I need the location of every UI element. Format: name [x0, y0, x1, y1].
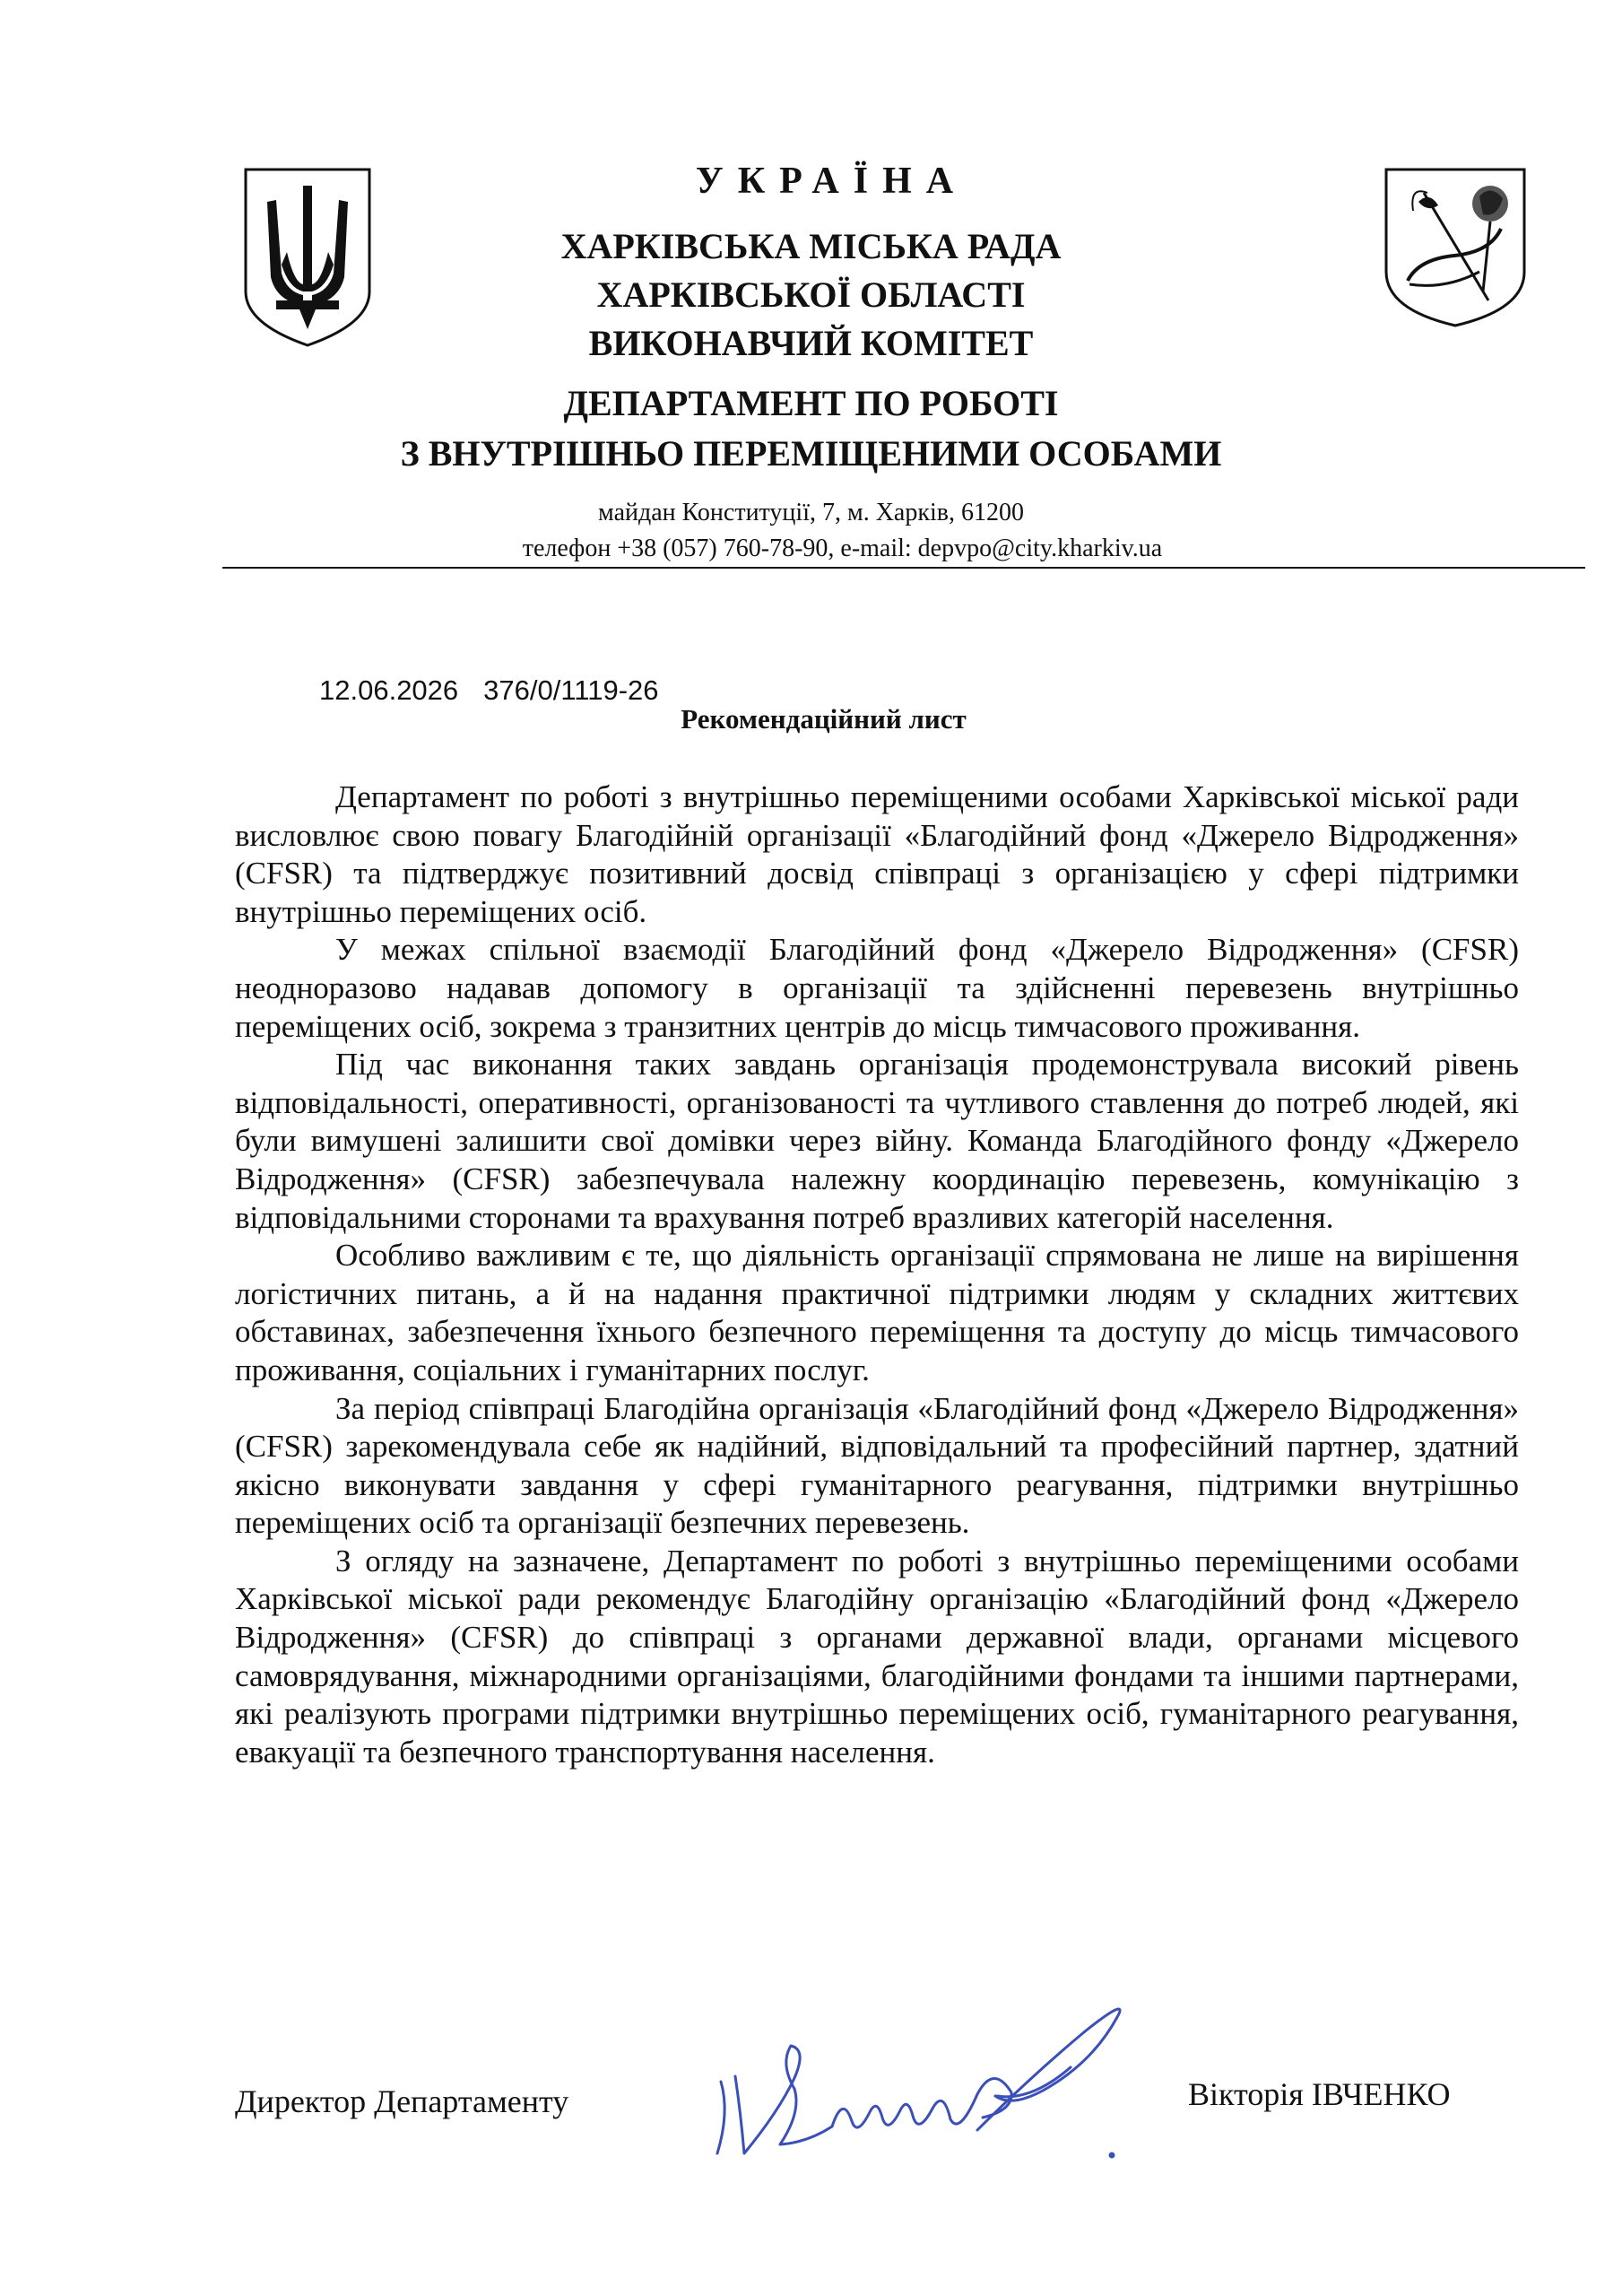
council-line: ХАРКІВСЬКОЇ ОБЛАСТІ — [596, 274, 1026, 315]
department-block — [0, 378, 1622, 479]
signatory-role: Директор Департаменту — [235, 2083, 569, 2119]
letter-subject: Рекомендаційний лист — [681, 703, 967, 735]
body-paragraph: З огляду на зазначене, Департамент по роботі з внутрішньо переміщеними особами Харківської міської ради рекомендує Благодійну організацію «Благодійний фонд «Джерело Відродження» (CFSR) до співпраці з органами державної влади, органами місцевого самоврядування, міжнародними організаціями, благодійними фондами та іншими партнерами, які реалізують програми підтримки внутрішньо переміщених осіб, гуманітарного реагування, евакуації та безпечного транспортування населення. — [235, 1543, 1519, 1770]
signatory-name: Вікторія ІВЧЕНКО — [1188, 2076, 1451, 2112]
body-paragraph: У межах спільної взаємодії Благодійний фонд «Джерело Відродження» (CFSR) неодноразово надавав допомогу в організації та здійсненні перевезень внутрішньо переміщених осіб, зокрема з транзитних центрів до місць тимчасового проживання. — [235, 932, 1519, 1044]
address-line: майдан Конституції, 7, м. Харків, 61200 — [598, 499, 1024, 526]
country-title: УКРАЇНА — [695, 161, 968, 202]
letter-body — [235, 778, 1519, 1771]
header-divider — [222, 567, 1585, 569]
registration-number: 376/0/1119-26 — [483, 674, 659, 706]
council-line: ВИКОНАВЧИЙ КОМІТЕТ — [588, 323, 1034, 363]
department-line: З ВНУТРІШНЬО ПЕРЕМІЩЕНИМИ ОСОБАМИ — [400, 433, 1222, 474]
body-paragraph: Департамент по роботі з внутрішньо переміщеними особами Харківської міської ради висловлює свою повагу Благодійній організації «Благодійний фонд «Джерело Відродження» (CFSR) та підтверджує позитивний досвід співпраці з організацією у сфері підтримки внутрішньо переміщених осіб. — [235, 779, 1519, 929]
contacts-line: телефон +38 (057) 760-78-90, e-mail: depvpo@city.kharkiv.ua — [522, 535, 1163, 562]
council-block — [0, 222, 1622, 368]
body-paragraph: Особливо важливим є те, що діяльність організації спрямована не лише на вирішення логістичних питань, а й на надання практичної підтримки людям у складних життєвих обставинах, забезпечення їхнього безпечного переміщення та доступу до місць тимчасового проживання, соціальних і гуманітарних послуг. — [235, 1238, 1519, 1387]
handwritten-signature — [708, 1978, 1157, 2166]
body-paragraph: За період співпраці Благодійна організація «Благодійний фонд «Джерело Відродження» (CFSR) зарекомендувала себе як надійний, відповідальний та професійний партнер, здатний якісно виконувати завдання у сфері гуманітарного реагування, підтримки внутрішньо переміщених осіб та організації безпечних перевезень. — [235, 1390, 1519, 1541]
registration-stamp — [319, 674, 684, 707]
council-line: ХАРКІВСЬКА МІСЬКА РАДА — [560, 226, 1062, 266]
registration-date: 12.06.2026 — [319, 674, 459, 706]
body-paragraph: Під час виконання таких завдань організація продемонструвала високий рівень відповідальності, оперативності, організованості та чутливого ставлення до потреб людей, які були вимушені залишити свої домівки через війну. Команда Благодійного фонду «Джерело Відродження» (CFSR) забезпечувала належну координацію перевезень, комунікацію з відповідальними сторонами та врахування потреб вразливих категорій населення. — [235, 1047, 1519, 1235]
department-line: ДЕПАРТАМЕНТ ПО РОБОТІ — [563, 383, 1059, 423]
